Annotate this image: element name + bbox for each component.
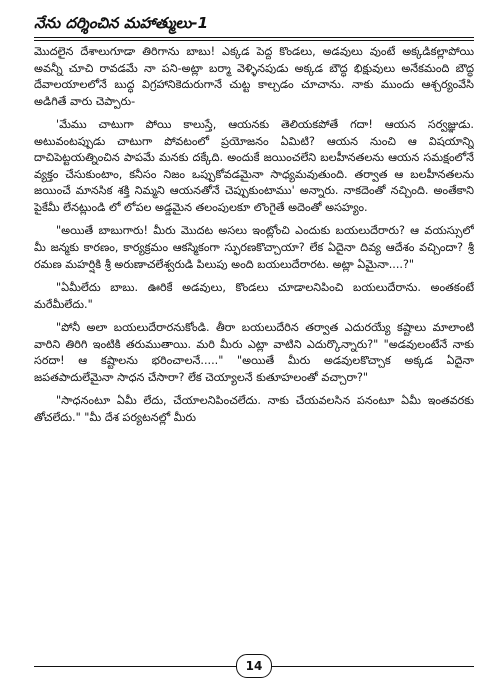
body-text [34, 44, 474, 650]
header-rule-thin [34, 40, 474, 41]
page-footer [34, 652, 474, 682]
paragraph: "పోనీ అలా బయలుదేరారనుకోండి. తీరా బయలుదేరిన తర్వాత ఎదురయ్యే కష్టాలు మాలాంటి వారిని తిరిగి ఇంటికి తరుముతాయి. మరి మీరు ఎట్లా వాటిని ఎదుర్కొన్నారు?" "అడవులంటేనే నాకు సరదా! ఆ కష్టాలను భరించాలనే....." "అయితే మీరు అడవులకొచ్చాక అక్కడ ఏదైనా జపతపాదులేమైనా సాధన చేసారా? లేక చెయ్యాలనే కుతూహలంతో వచ్చారా?" [34, 321, 474, 384]
paragraph: మొదలైన దేశాలుగూడా తిరిగాను బాబు! ఎక్కడ పెద్ద కొండలు, అడవులు వుంటే అక్కడికల్లాపోయి అవన్నీ చూచి రావడమే నా పని-అట్లా బర్మా వెళ్ళినపుడు అక్కడ బౌద్ధ భిక్షువులు అనేకమంది బౌద్ధ దేవాలయాలలోనే బుద్ధ విగ్రహానికెదురుగానే చుట్ట కాల్చడం చూచాను. నాకు ముందు ఆశ్చర్యంవేసి అడిగితే వారు చెప్పారు- [34, 45, 474, 108]
paragraph: "సాధనంటూ ఏమీ లేదు, చేయాలనిపించలేదు. నాకు చేయవలసిన పనంటూ ఏమీ ఇంతవరకు తోచలేదు." "మీ దేశ పర్యటనల్లో మీరు [34, 394, 474, 424]
paragraph: "ఏమీలేదు బాబు. ఊరికే అడవులు, కొండలు చూడాలనిపించి బయలుదేరాను. అంతకంటే మరేమీలేదు." [34, 281, 474, 311]
paragraph: "అయితే బాబుగారు! మీరు మొదట అసలు ఇంట్లోంచి ఎందుకు బయలుదేరారు? ఆ వయస్సులో మీ జన్మకు కారణం, కార్యక్రమం ఆకస్మికంగా స్ఫురణకొచ్చాయా? లేక ఏదైనా దివ్య ఆదేశం వచ్చిందా? శ్రీ రమణ మహర్షికి శ్రీ అరుణాచలేశ్వరుడి పిలుపు అంది బయలుదేరారట. అట్లా ఏమైనా....?" [34, 224, 474, 271]
page-number: 14 [236, 654, 272, 678]
header-rule [34, 37, 474, 38]
page-header [34, 12, 474, 38]
running-title: నేను దర్శించిన మహాత్ములు-1 [34, 14, 209, 32]
paragraph: 'మేము చాటుగా పోయి కాలుస్తే, ఆయనకు తెలియకపోతే గదా! ఆయన సర్వజ్ఞుడు. అటువంటప్పుడు చాటుగా పోవటంలో ప్రయోజనం ఏమిటి? ఆయన నుంచి ఆ విషయాన్ని దాచిపెట్టయత్నించిన పాపమే మనకు దక్కేది. అందుకే జయించలేని బలహీనతలను ఆయన సమక్షంలోనే వ్యక్తం చేసుకుంటాం, కనీసం నిజం ఒప్పుకోవడమైనా సాధ్యమవుతుంది. తర్వాత ఆ బలహీనతలను జయించే మానసిక శక్తి నిమ్మని ఆయనతోనే చెప్పుకుంటాము' అన్నారు. నాకదెంతో నచ్చింది. అంతేకాని పైకేమీ లేనట్లుండి లో లోపల అడ్డమైన తలంపులకూ లొంగైతే అదెంతో అసహ్యం. [34, 118, 474, 214]
